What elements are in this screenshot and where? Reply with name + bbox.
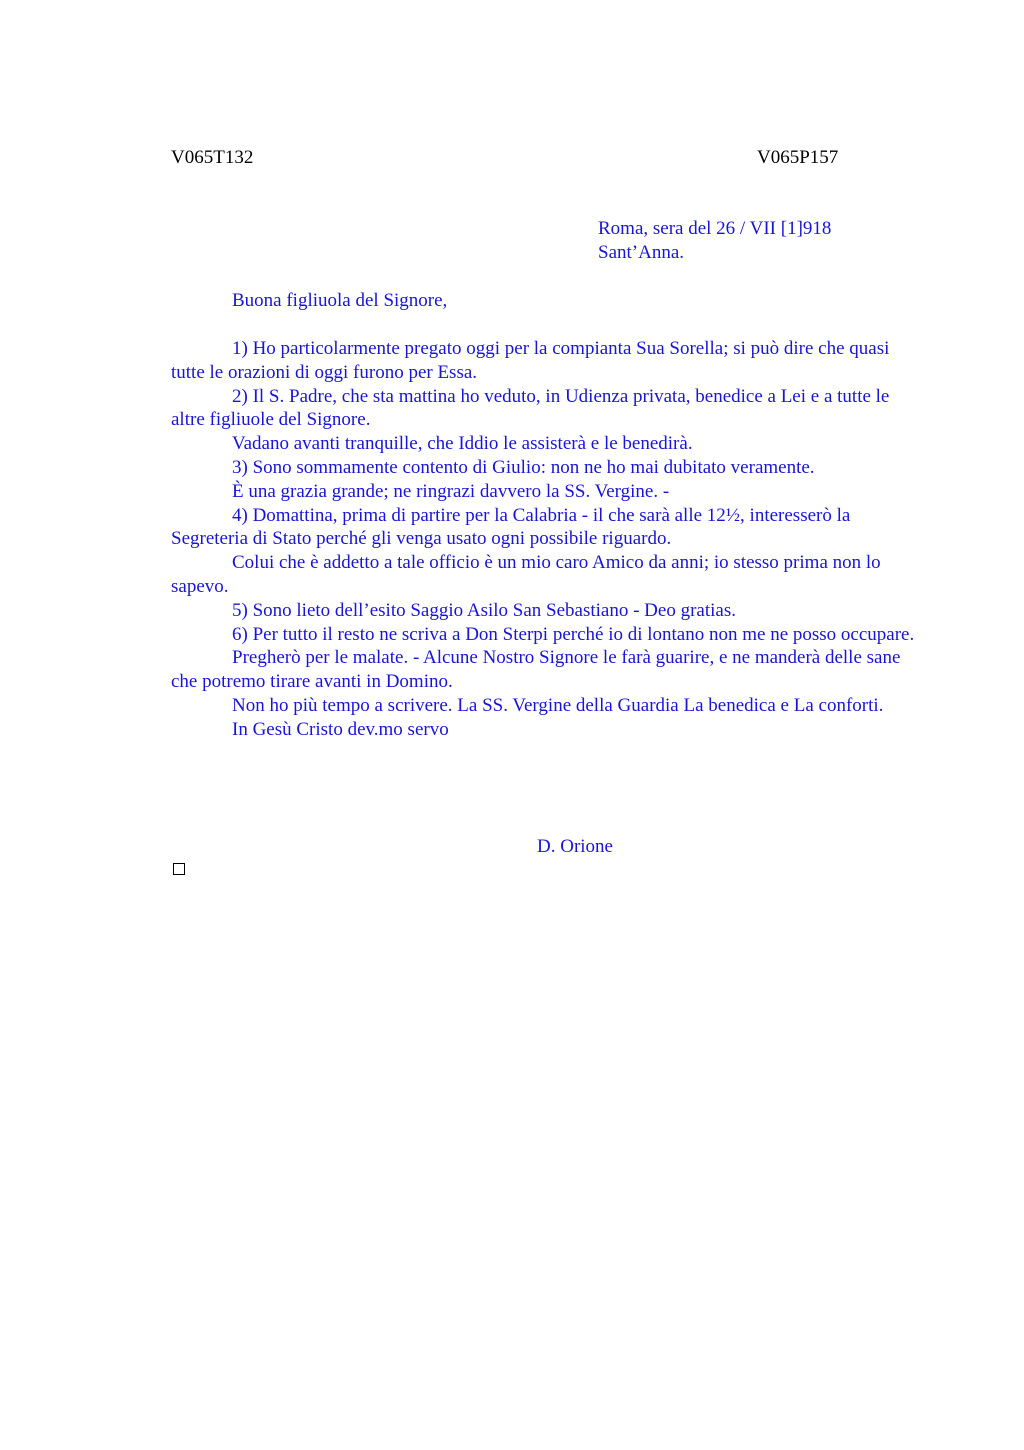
letter-body (171, 337, 921, 742)
salutation: Buona figliuola del Signore, (232, 290, 448, 311)
paragraph: 6) Per tutto il resto ne scriva a Don Sterpi perché io di lontano non me ne posso occupare. (232, 623, 915, 645)
paragraph: 4) Domattina, prima di partire per la Calabria - il che sarà alle 12½, interesserò la Segreteria di Stato perché gli venga usato ogni possibile riguardo. (171, 504, 851, 550)
paragraph: 5) Sono lieto dell’esito Saggio Asilo San Sebastiano - Deo gratias. (232, 599, 736, 621)
paragraph: 1) Ho particolarmente pregato oggi per la compianta Sua Sorella; si può dire che quasi tutte le orazioni di oggi furono per Essa. (171, 338, 890, 383)
document-id-left: V065T132 (171, 147, 254, 168)
document-id-right: V065P157 (757, 147, 839, 168)
paragraph: 3) Sono sommamente contento di Giulio: non ne ho mai dubitato veramente. (232, 456, 815, 478)
closing: In Gesù Cristo dev.mo servo (232, 718, 449, 740)
paragraph: Pregherò per le malate. - Alcune Nostro Signore le farà guarire, e ne manderà delle sane che potremo tirare avanti in Domino. (171, 647, 901, 693)
paragraph: È una grazia grande; ne ringrazi davvero la SS. Vergine. - (232, 480, 670, 502)
paragraph: Colui che è addetto a tale officio è un mio caro Amico da anni; io stesso prima non lo sapevo. (171, 552, 881, 597)
place-date: Roma, sera del 26 / VII [1]918 (598, 218, 832, 239)
paragraph: Non ho più tempo a scrivere. La SS. Vergine della Guardia La benedica e La conforti. (232, 694, 884, 716)
paragraph: 2) Il S. Padre, che sta mattina ho veduto, in Udienza privata, benedice a Lei e a tutte le altre figliuole del Signore. (171, 385, 890, 431)
signature: D. Orione (537, 836, 613, 857)
feast-day: Sant’Anna. (598, 242, 685, 263)
dateline (598, 217, 831, 265)
checkbox-icon[interactable] (173, 863, 185, 875)
paragraph: Vadano avanti tranquille, che Iddio le assisterà e le benedirà. (232, 433, 693, 455)
